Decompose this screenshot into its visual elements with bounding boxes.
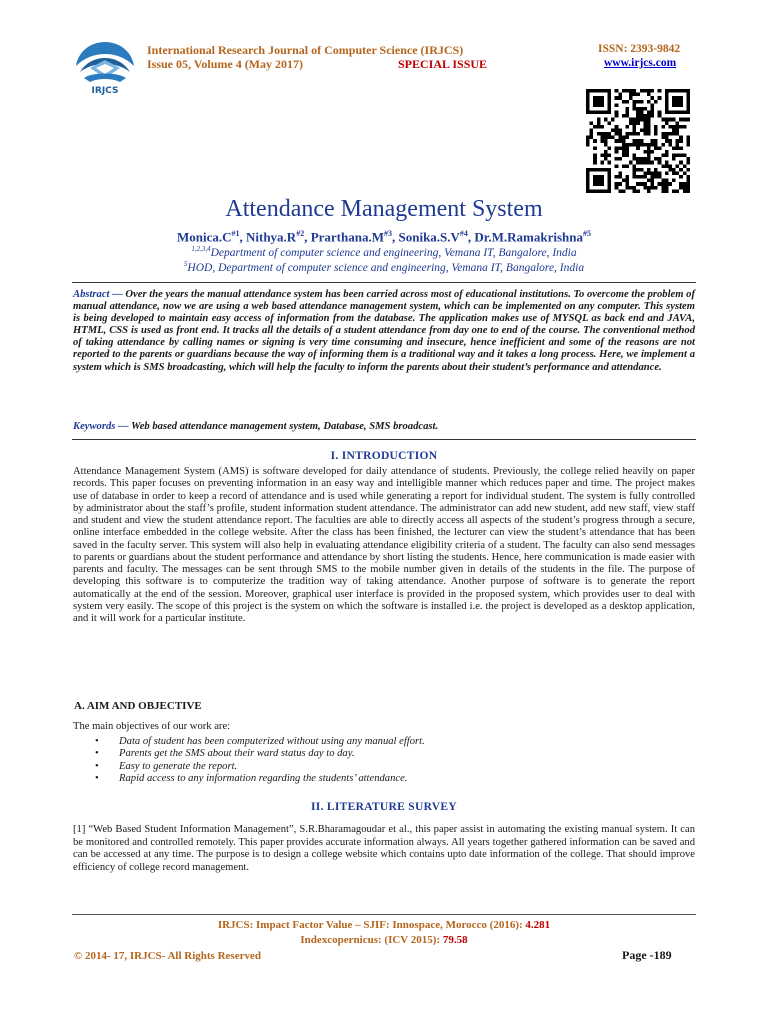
divider	[72, 282, 696, 283]
subsection-heading-aim: A. AIM AND OBJECTIVE	[74, 700, 202, 712]
list-item: • Data of student has been computerized without using any manual effort.	[95, 736, 425, 748]
section-heading-introduction: I. INTRODUCTION	[330, 450, 438, 462]
author: Sonika.S.V	[398, 229, 460, 245]
irjcs-logo	[70, 38, 140, 96]
keywords: Keywords — Web based attendance management system, Database, SMS broadcast.	[73, 421, 439, 432]
index-copernicus: Indexcopernicus: (ICV 2015): 79.58	[300, 934, 468, 946]
list-item: • Parents get the SMS about their ward status day to day.	[95, 748, 425, 760]
impact-factor: IRJCS: Impact Factor Value – SJIF: Innospace, Morocco (2016): 4.281	[217, 919, 551, 931]
author: Nithya.R	[246, 229, 297, 245]
affiliation: $^5$HOD, Department of computer science and engineering, Vemana IT, Bangalore, India	[183, 260, 585, 274]
paper-title: Attendance Management System	[225, 196, 543, 222]
introduction-text: Attendance Management System (AMS) is software developed for daily attendance of students. Previously, the college relied heavily on paper records. This paper focuses on preventing information in an easy way and intelligible manner which reduces paper and time. The project makes use of database in order to keep a record of attendance and is used while generating a report for individual student. The system is fully controlled by administrator about the staff’s profile, student information student attendance. The administrator can add new student, add new staff, view staff and student and view the student attendance report. The faculties are able to directly access all aspects of the student’s progress through a secure, online interface embedded in the college website. After the class has been finished, the lecturer can view the student’s attendance that has been saved in the faculty server. This system will also help in evaluating attendance eligibility criteria of a student. The faculty can also send messages to parents or guardians about the student performance and attendance by short listing the students. Hence, here communication is made easier with parents and faculty. The messages can be sent through SMS to the mobile number given in details of the students in the file. The purpose of developing this software is to computerize the tradition way of taking attendance. Another purpose of software is to generate the report automatically at the end of the session. Moreover, graphical user interface is provided in the proposed system, which provides user to deal with system very easily. The scope of this project is the system on which the software is installed i.e. the project is developed as a desktop application, and it will work for a particular institute.	[73, 466, 695, 624]
journal-website-link[interactable]: www.irjcs.com	[604, 57, 677, 69]
list-item: • Rapid access to any information regarding the students’ attendance.	[95, 773, 425, 785]
author: Monica.C	[176, 229, 232, 245]
page-number: Page -189	[622, 948, 672, 962]
issn: ISSN: 2393-9842	[598, 43, 681, 55]
section-heading-literature-survey: II. LITERATURE SURVEY	[311, 801, 457, 813]
literature-survey-text: [1] “Web Based Student Information Management”, S.R.Bharamagoudar et al., this paper assist in automating the existing manual system. It can be monitored and controlled remotely. This paper provides accurate information always. All years together gathered information can be saved and can be accessed at any time. The purpose is to design a college website which contains upto date information of the college. That should improve efficiency of college record management.	[73, 824, 695, 873]
footer-divider	[72, 914, 696, 915]
svg-text:IRJCS: IRJCS	[91, 86, 119, 96]
objectives-intro: The main objectives of our work are:	[73, 721, 231, 732]
objectives-list	[95, 736, 425, 785]
author-list: $Monica.C^{\#1}$, $Nithya.R^{\#2}$, $Prarthana.M^{\#3}$, $Sonika.S.V^{\#4}$, Dr.M.Ramakrishna$^{\#5}$	[176, 229, 592, 245]
qr-code	[583, 89, 693, 193]
special-issue-label: SPECIAL ISSUE	[398, 57, 488, 71]
copyright: © 2014- 17, IRJCS- All Rights Reserved	[74, 950, 261, 962]
journal-title: International Research Journal of Computer Science (IRJCS)	[147, 43, 464, 57]
author: Prarthana.M	[310, 229, 384, 245]
issue-info: Issue 05, Volume 4 (May 2017)	[147, 57, 304, 71]
divider	[72, 439, 696, 440]
affiliation: $^{1,2,3,4}$Department of computer science and engineering, Vemana IT, Bangalore, India	[191, 245, 577, 259]
author: Dr.M.Ramakrishna	[474, 229, 584, 245]
list-item: • Easy to generate the report.	[95, 761, 425, 773]
abstract: Abstract — Over the years the manual attendance system has been carried across most of educational institutions. To overcome the problem of manual attendance, now we are using a web based attendance management system, which can be implemented on any computer. This system is being developed to maintain easy access of information from the database. The application makes use of MYSQL as back end and JAVA, HTML, CSS is used as front end. It tracks all the details of a student attendance from day one to end of the course. The conventional method of taking attendance by calling names or signing is very time consuming and insecure, hence inefficient and some of the reasons are not reported to the parents or guardians because the way of informing them is a traditional way and it takes a long process. Here, we implement a system which is SMS broadcasting, which will help the faculty to inform the parents about their student’s performance and attendance.	[73, 289, 695, 373]
